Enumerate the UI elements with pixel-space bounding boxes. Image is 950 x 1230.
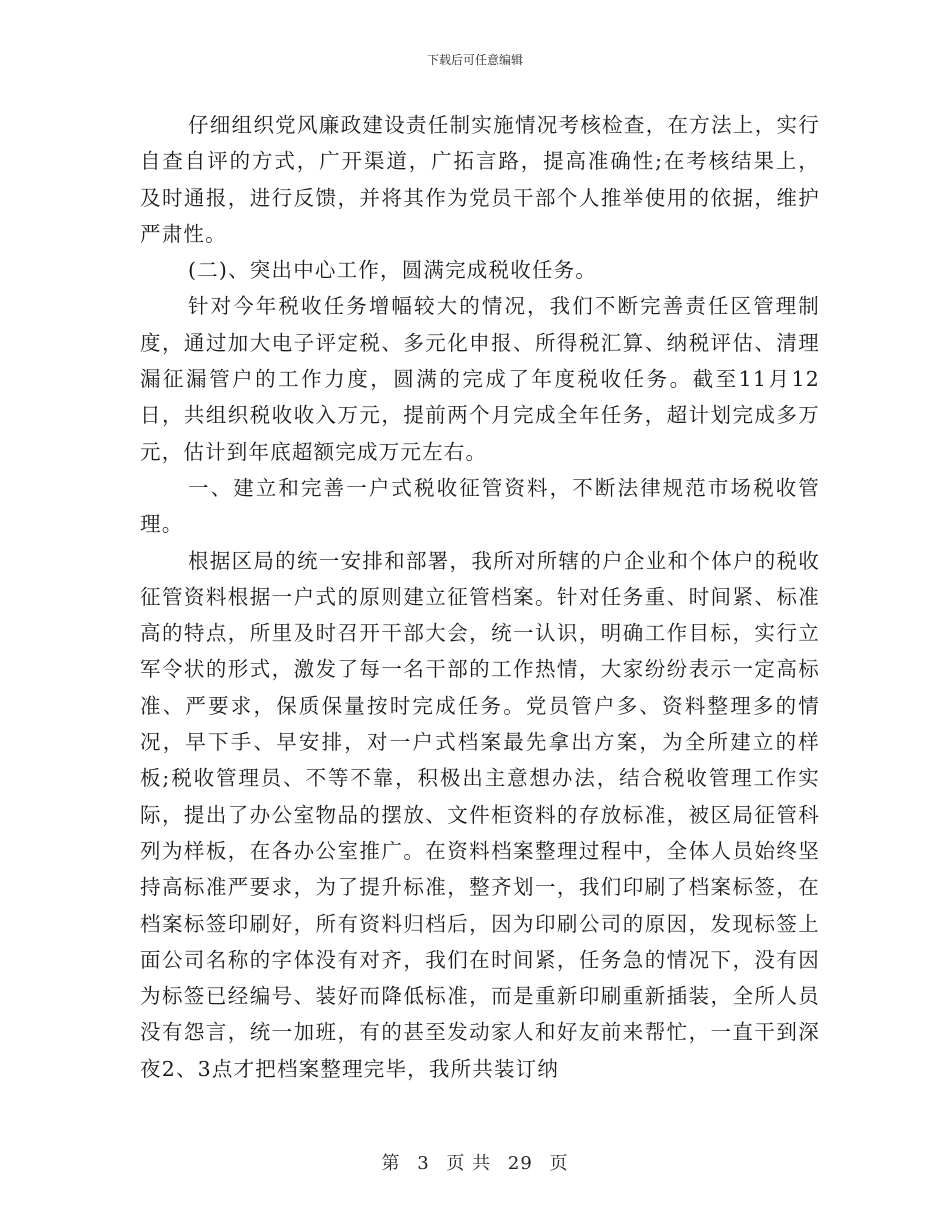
paragraph-3: 针对今年税收任务增幅较大的情况，我们不断完善责任区管理制度，通过加大电子评定税、多元化申报、所得税汇算、纳税评估、清理漏征漏管户的工作力度，圆满的完成了年度税收任务。截至11月12日，共组织税收收入万元，提前两个月完成全年任务，超计划完成多万元，估计到年底超额完成万元左右。 <box>140 294 820 464</box>
footer-page-number: 3 <box>417 1153 430 1174</box>
paragraph-4: 一、建立和完善一户式税收征管资料，不断法律规范市场税收管理。 <box>140 475 820 537</box>
page-footer <box>0 1152 950 1176</box>
footer-total-pages: 29 <box>507 1153 533 1174</box>
paragraph-1: 仔细组织党风廉政建设责任制实施情况考核检查，在方法上，实行自查自评的方式，广开渠道，广拓言路，提高准确性;在考核结果上，及时通报，进行反馈，并将其作为党员干部个人推举使用的依据，维护严肃性。 <box>140 113 820 246</box>
footer-prefix: 第 <box>381 1153 401 1174</box>
document-body <box>140 107 820 1087</box>
page-header: 下载后可任意编辑 <box>426 53 523 67</box>
paragraph-5: 根据区局的统一安排和部署，我所对所辖的户企业和个体户的税收征管资料根据一户式的原则建立征管档案。针对任务重、时间紧、标准高的特点，所里及时召开干部大会，统一认识，明确工作目标，实行立军令状的形式，激发了每一名干部的工作热情，大家纷纷表示一定高标准、严要求，保质保量按时完成任务。党员管户多、资料整理多的情况，早下手、早安排，对一户式档案最先拿出方案，为全所建立的样板;税收管理员、不等不靠，积极出主意想办法，结合税收管理工作实际，提出了办公室物品的摆放、文件柜资料的存放标准，被区局征管科列为样板，在各办公室推广。在资料档案整理过程中，全体人员始终坚持高标准严要求，为了提升标准，整齐划一，我们印刷了档案标签，在档案标签印刷好，所有资料归档后，因为印刷公司的原因，发现标签上面公司名称的字体没有对齐，我们在时间紧，任务急的情况下，没有因为标签已经编号、装好而降低标准，而是重新印刷重新插装，全所人员没有怨言，统一加班，有的甚至发动家人和好友前来帮忙，一直干到深夜2、3点才把档案整理完毕，我所共装订纳 <box>140 548 820 1081</box>
footer-suffix: 页 <box>549 1153 569 1174</box>
paragraph-2: (二)、突出中心工作，圆满完成税收任务。 <box>188 258 597 283</box>
footer-middle: 页 共 <box>446 1153 492 1174</box>
